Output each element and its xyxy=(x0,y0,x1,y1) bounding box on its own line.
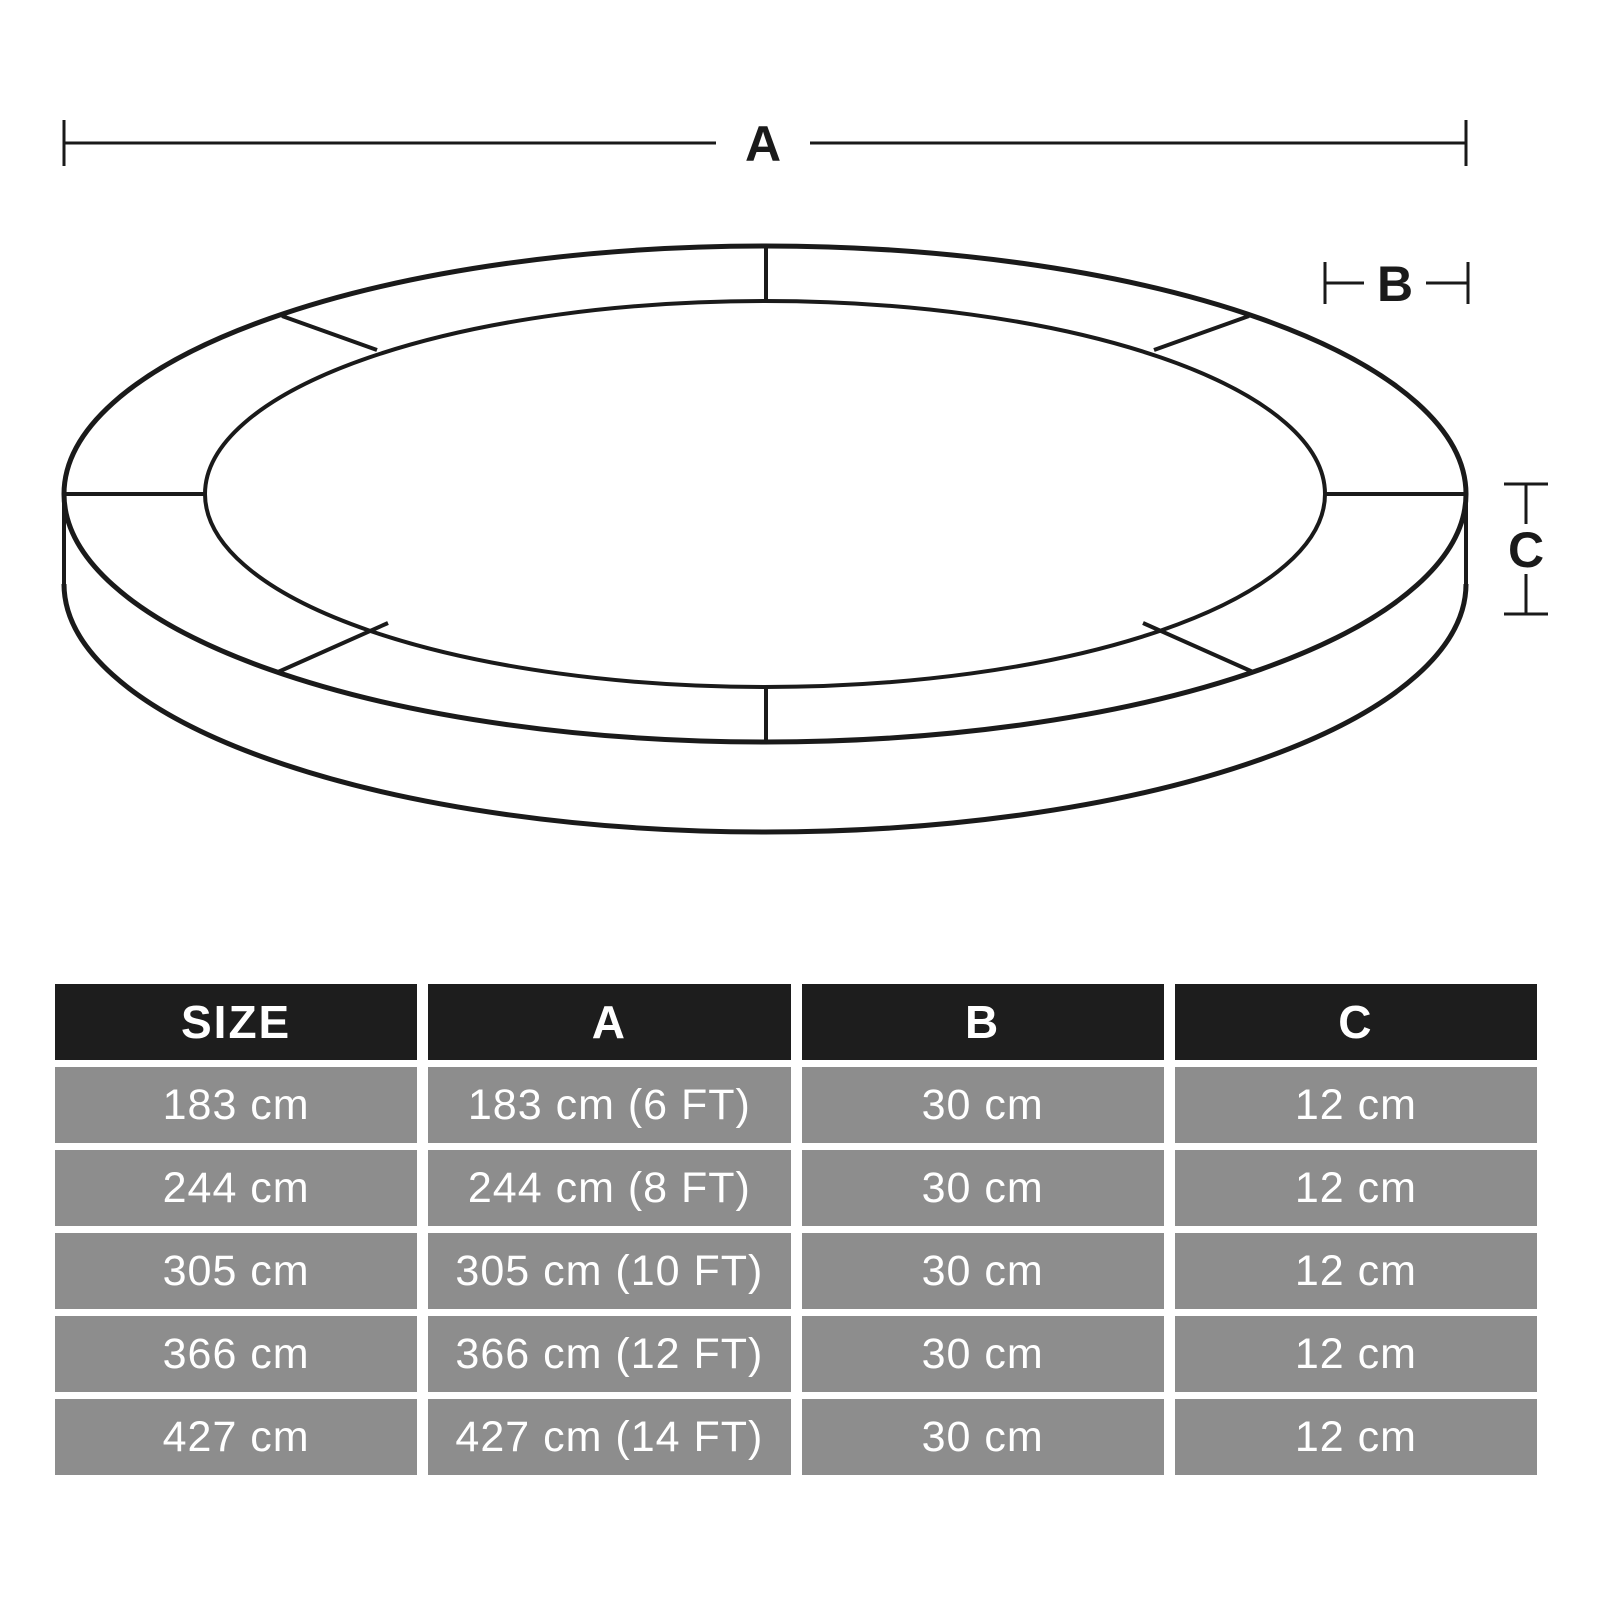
size-table-header-size: SIZE xyxy=(55,984,417,1060)
dim-a-label: A xyxy=(744,116,782,172)
pad-outer-ellipse xyxy=(64,246,1466,742)
table-cell-c: 12 cm xyxy=(1175,1150,1537,1226)
pad-segment-divider-upper-left xyxy=(282,316,377,350)
table-cell-c: 12 cm xyxy=(1175,1316,1537,1392)
table-cell-a: 183 cm (6 FT) xyxy=(428,1067,790,1143)
size-table-header-b: B xyxy=(802,984,1164,1060)
table-cell-size: 183 cm xyxy=(55,1067,417,1143)
pad-segment-divider-lower-right xyxy=(1143,623,1253,672)
table-cell-b: 30 cm xyxy=(802,1067,1164,1143)
table-cell-c: 12 cm xyxy=(1175,1233,1537,1309)
table-cell-c: 12 cm xyxy=(1175,1067,1537,1143)
pad-segment-divider-lower-left xyxy=(278,623,388,672)
table-cell-a: 305 cm (10 FT) xyxy=(428,1233,790,1309)
table-cell-b: 30 cm xyxy=(802,1150,1164,1226)
table-cell-size: 366 cm xyxy=(55,1316,417,1392)
table-cell-size: 427 cm xyxy=(55,1399,417,1475)
size-table-header-c: C xyxy=(1175,984,1537,1060)
table-cell-b: 30 cm xyxy=(802,1233,1164,1309)
table-cell-a: 366 cm (12 FT) xyxy=(428,1316,790,1392)
table-cell-size: 244 cm xyxy=(55,1150,417,1226)
table-cell-a: 427 cm (14 FT) xyxy=(428,1399,790,1475)
size-table-header-a: A xyxy=(428,984,790,1060)
pad-segment-divider-upper-right xyxy=(1154,316,1249,350)
table-cell-b: 30 cm xyxy=(802,1399,1164,1475)
table-cell-a: 244 cm (8 FT) xyxy=(428,1150,790,1226)
table-cell-b: 30 cm xyxy=(802,1316,1164,1392)
dim-b-label: B xyxy=(1376,256,1414,312)
table-cell-size: 305 cm xyxy=(55,1233,417,1309)
table-cell-c: 12 cm xyxy=(1175,1399,1537,1475)
size-table xyxy=(55,984,1537,1475)
dim-c-label: C xyxy=(1507,522,1545,578)
